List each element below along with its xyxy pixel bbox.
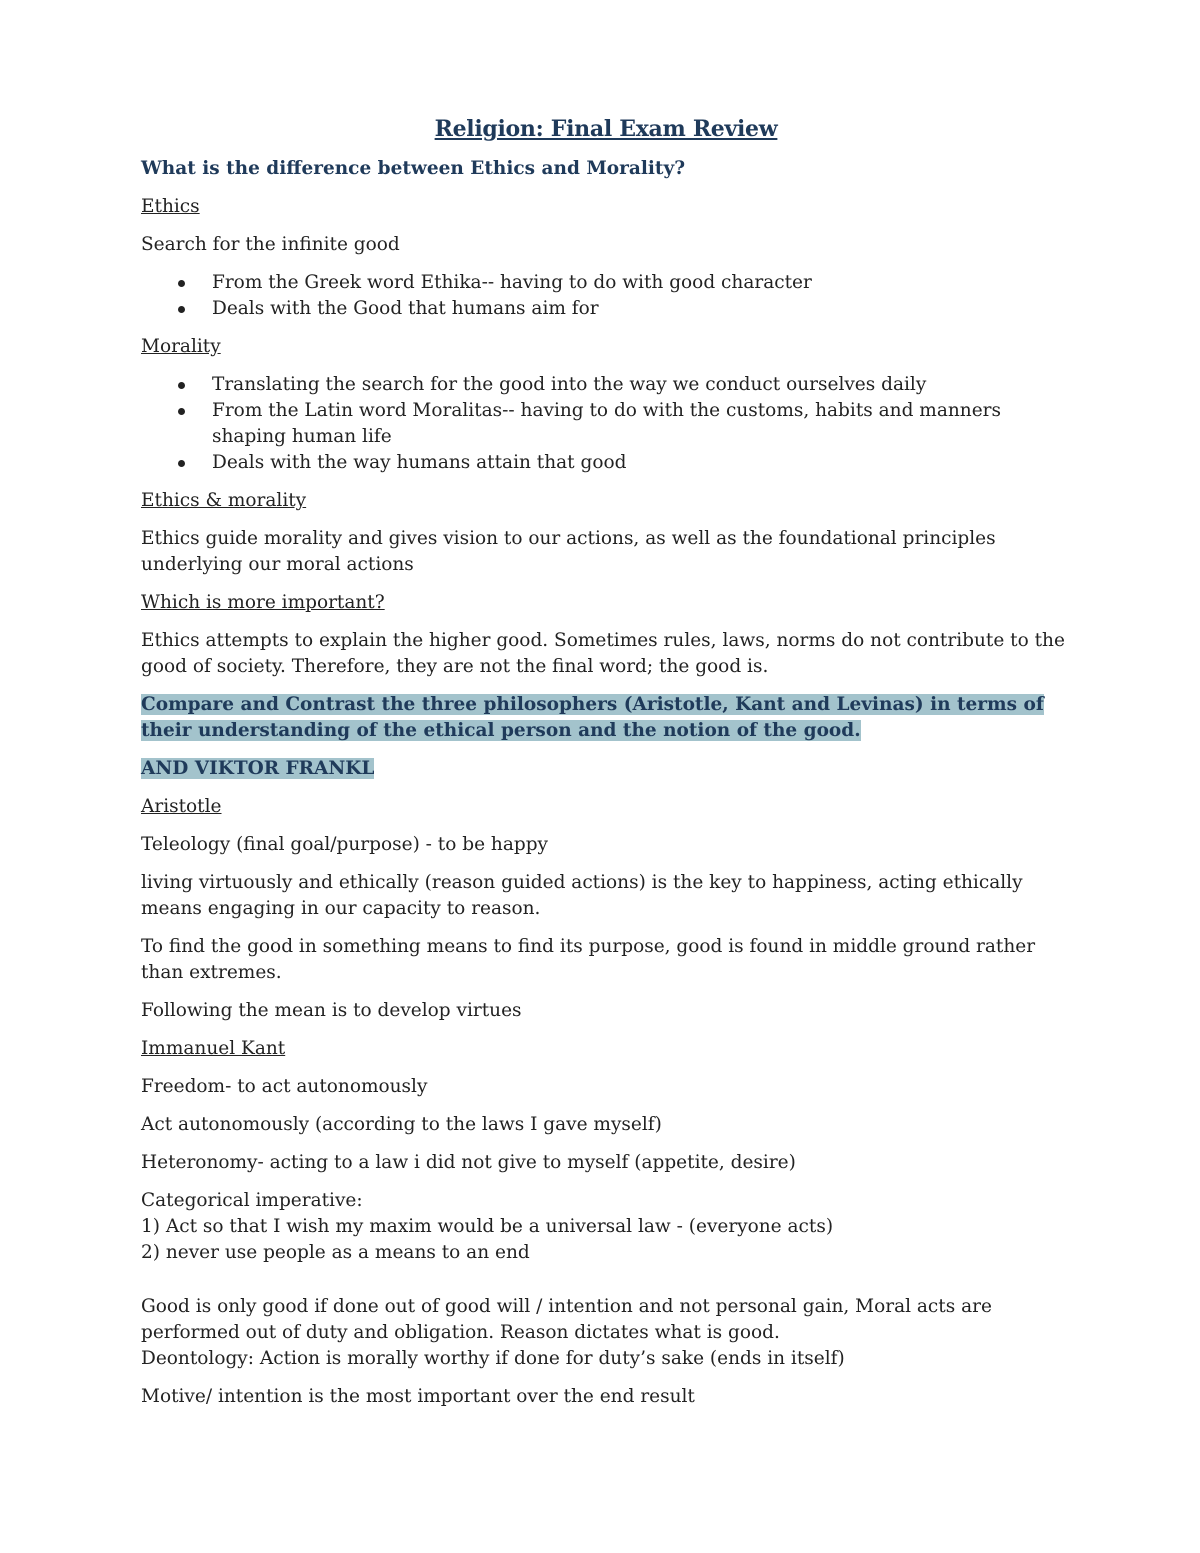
question-compare-philosophers [141, 692, 1071, 744]
categorical-imperative-label: Categorical imperative: [141, 1190, 363, 1211]
blank-line [141, 1266, 1071, 1294]
aristotle-teleology: Teleology (final goal/purpose) - to be happy [141, 834, 548, 855]
highlighted-frankl-text: AND VIKTOR FRANKL [141, 758, 375, 779]
kant-motive: Motive/ intention is the most important over the end result [141, 1386, 695, 1407]
list-item: From the Latin word Moralitas-- having to do with the customs, habits and manners shaping human life [141, 398, 1071, 450]
heading-which-is-more-important: Which is more important? [141, 592, 385, 613]
document-title: Religion: Final Exam Review [434, 116, 778, 142]
aristotle-mean: Following the mean is to develop virtues [141, 1000, 522, 1021]
which-is-more-important-text: Ethics attempts to explain the higher good. Sometimes rules, laws, norms do not contribute to the good of society. Therefore, they are not the final word; the good is. [141, 630, 1065, 677]
highlighted-question-text: Compare and Contrast the three philosophers (Aristotle, Kant and Levinas) in terms of their understanding of the ethical person and the notion of the good. [141, 694, 1044, 741]
kant-autonomy: Act autonomously (according to the laws I gave myself) [141, 1114, 662, 1135]
ethics-bullet-list [141, 270, 1071, 322]
list-item: Deals with the way humans attain that good [141, 450, 1071, 476]
categorical-imperative-2: 2) never use people as a means to an end [141, 1242, 530, 1263]
ethics-and-morality-text: Ethics guide morality and gives vision to our actions, as well as the foundational principles underlying our moral actions [141, 528, 996, 575]
kant-good-will: Good is only good if done out of good will / intention and not personal gain, Moral acts are performed out of duty and obligation. Reason dictates what is good. [141, 1296, 992, 1343]
heading-ethics: Ethics [141, 196, 200, 217]
question-viktor-frankl [141, 756, 1071, 782]
heading-immanuel-kant: Immanuel Kant [141, 1038, 286, 1059]
aristotle-purpose: To find the good in something means to find its purpose, good is found in middle ground rather than extremes. [141, 936, 1036, 983]
ethics-intro: Search for the infinite good [141, 234, 400, 255]
list-item: From the Greek word Ethika-- having to do with good character [141, 270, 1071, 296]
kant-categorical-imperative [141, 1188, 1071, 1266]
aristotle-virtue: living virtuously and ethically (reason guided actions) is the key to happiness, acting ethically means engaging in our capacity to reason. [141, 872, 1023, 919]
list-item: Translating the search for the good into the way we conduct ourselves daily [141, 372, 1071, 398]
heading-aristotle: Aristotle [141, 796, 222, 817]
kant-deontology: Deontology: Action is morally worthy if done for duty’s sake (ends in itself) [141, 1348, 845, 1369]
document-page [141, 112, 1071, 1422]
kant-freedom: Freedom- to act autonomously [141, 1076, 428, 1097]
heading-ethics-and-morality: Ethics & morality [141, 490, 307, 511]
question-ethics-vs-morality: What is the difference between Ethics and Morality? [141, 158, 686, 179]
morality-bullet-list [141, 372, 1071, 476]
heading-morality: Morality [141, 336, 221, 357]
kant-heteronomy: Heteronomy- acting to a law i did not give to myself (appetite, desire) [141, 1152, 796, 1173]
categorical-imperative-1: 1) Act so that I wish my maxim would be a universal law - (everyone acts) [141, 1216, 834, 1237]
list-item: Deals with the Good that humans aim for [141, 296, 1071, 322]
